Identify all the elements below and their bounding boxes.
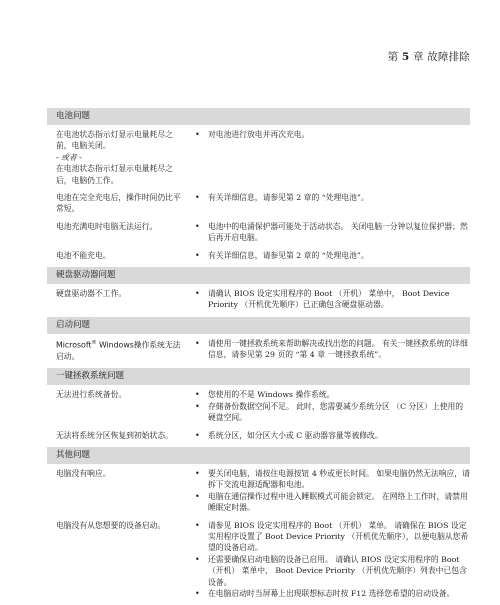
solution-item: • 请参见 BIOS 设定实用程序的 Boot （开机） 菜单。 请确保在 BIOS 设定实用程序设置了 Boot Device Priority （开机优先顺序），以便电脑从您希望的设备启动。 [192,520,470,554]
problem-text: 电池在完全充电后，操作时间仍比平常短。 [56,193,181,214]
solution-item: • 对电池进行放电并再次充电。 [192,129,470,140]
page-header [388,49,470,64]
table-row [47,221,470,244]
troubleshooting-table [47,106,470,605]
table-row [47,192,470,215]
registered-mark: ® [91,339,97,346]
solution-item: • 请使用一键拯救系统来帮助解决或找出您的问题。 有关一键拯救系统的详细信息，请参见第 29 页的 “第 4 章 一键拯救系统”。 [192,338,470,361]
solution-item: • 存储备份数据空间不足。 此时，您需要减少系统分区 （C 分区）上使用的硬盘空间。 [192,401,470,424]
solution-item: • 要关闭电脑，请按住电源按钮 4 秒或更长时间。 如果电脑仍然无法响应，请拆下交流电源适配器和电池。 [192,468,470,491]
table-row [47,468,470,514]
problem-text: 无法将系统分区恢复到初始状态。 [56,430,173,440]
table-row [47,338,470,362]
problem-text: 电池不能充电。 [56,250,111,260]
table-row [47,520,470,600]
table-row [47,389,470,423]
table-row [47,430,470,441]
solution-list [192,192,470,215]
problem-text: 电脑没有从您想要的设备启动。 [56,520,166,530]
problem-text: 电池充满电时电脑无法运行。 [56,221,158,231]
problem-text-rest: Windows操作系统无法启动。 [56,340,181,361]
solution-list [192,468,470,514]
solution-item: • 请确认 BIOS 设定实用程序的 Boot （开机） 菜单中， Boot Device Priority （开机优先顺序）已正确包含硬盘驱动器。 [192,288,470,311]
problem-text: 硬盘驱动器不工作。 [56,289,127,299]
section-header-battery: 电池问题 [47,108,470,125]
solution-list [192,288,470,311]
chapter-prefix: 第 [387,51,402,63]
problem-text: 电脑没有响应。 [56,468,111,478]
solution-item: • 有关详细信息，请参见第 2 章的 “处理电池”。 [192,250,470,261]
solution-item: • 您使用的不是 Windows 操作系统。 [192,389,470,400]
solution-item: • 还需要确保启动电脑的设备已启用。 请确认 BIOS 设定实用程序的 Boot （开机） 菜单中， Boot Device Priority （开机优先顺序）列表中已包含设备。 [192,554,470,588]
chapter-number: 5 [401,51,410,63]
problem-cell [47,129,192,186]
section-header-startup: 启动问题 [47,317,470,334]
problem-text: 在电池状态指示灯显示电量耗尽之后，电脑仍工作。 [56,164,173,185]
table-row [47,250,470,261]
solution-item: • 系统分区，如分区大小或 C 驱动器容量等被修改。 [192,430,470,441]
section-header-rescue: 一键拯救系统问题 [47,368,470,385]
solution-item: • 电池中的电涌保护器可能处于活动状态。 关闭电脑一分钟以复位保护器；然后再开启电脑。 [192,221,470,244]
section-header-other: 其他问题 [47,447,470,464]
solution-list [192,250,470,261]
solution-item: • 有关详细信息，请参见第 2 章的 “处理电池”。 [192,192,470,203]
chapter-title: 章 故障排除 [409,51,470,63]
solution-list [192,129,470,186]
or-separator: - 或者 - [56,152,82,162]
solution-list [192,520,470,600]
problem-text: 无法进行系统备份。 [56,390,127,400]
brand-name: Microsoft [56,340,92,350]
solution-list [192,338,470,362]
section-header-hdd: 硬盘驱动器问题 [47,267,470,284]
solution-list [192,430,470,441]
solution-list [192,389,470,423]
solution-list [192,221,470,244]
problem-text [47,338,192,362]
problem-text: 在电池状态指示灯显示电量耗尽之前，电脑关闭。 [56,130,173,151]
table-row [47,288,470,311]
solution-item: • 在电脑启动时当屏幕上出现联想标志时按 F12 选择您希望的启动设备。 [192,588,470,599]
table-row [47,129,470,186]
solution-item: • 电脑在通信操作过程中进入睡眠模式可能会锁定。 在网络上工作时，请禁用睡眠定时器。 [192,491,470,514]
